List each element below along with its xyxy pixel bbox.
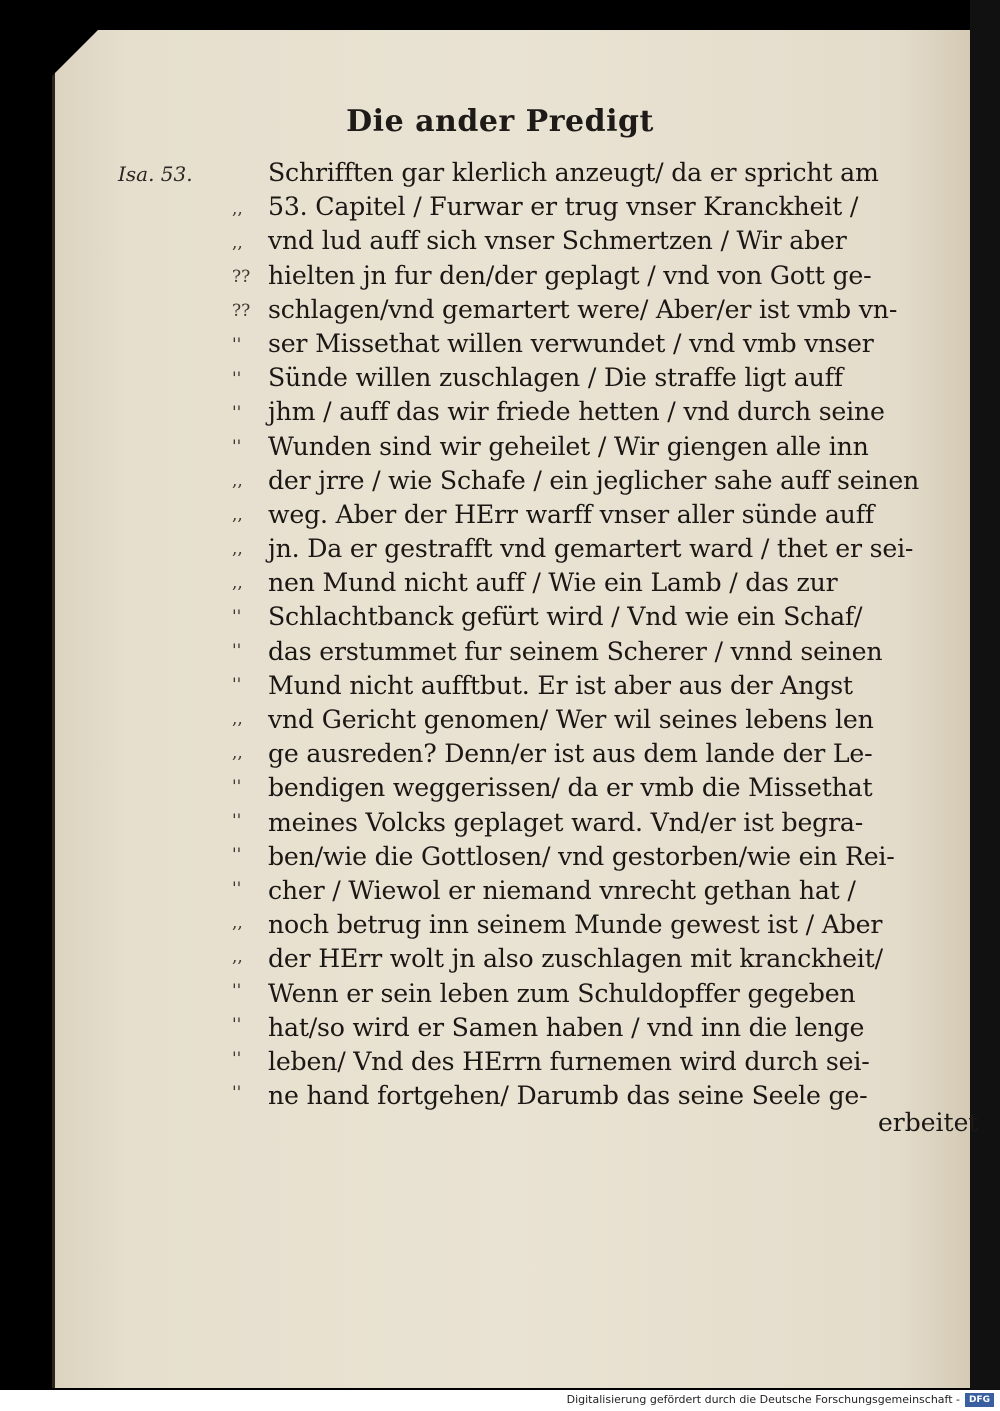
text-line: das erstummet fur seinem Scherer / vnnd seinen bbox=[268, 636, 883, 666]
text-line: vnd lud auff sich vnser Schmertzen / Wir aber bbox=[268, 226, 847, 256]
dfg-logo-icon: DFG bbox=[965, 1393, 994, 1407]
quotation-mark: '' bbox=[232, 1015, 242, 1035]
text-line: bendigen weggerissen/ da er vmb die Missethat bbox=[268, 773, 873, 803]
quotation-mark: '' bbox=[232, 1083, 242, 1103]
text-line: 53. Capitel / Furwar er trug vnser Kranckheit / bbox=[268, 192, 859, 222]
quotation-mark: ,, bbox=[232, 709, 243, 729]
quotation-mark: '' bbox=[232, 845, 242, 865]
quotation-mark: ?? bbox=[232, 267, 251, 287]
text-line: Sünde willen zuschlagen / Die straffe ligt auff bbox=[268, 363, 843, 393]
quotation-mark: ,, bbox=[232, 233, 243, 253]
quotation-mark: ,, bbox=[232, 471, 243, 491]
quotation-mark: '' bbox=[232, 641, 242, 661]
quotation-mark: ,, bbox=[232, 573, 243, 593]
quotation-mark-column bbox=[232, 192, 264, 1110]
quotation-mark: '' bbox=[232, 981, 242, 1001]
quotation-mark: '' bbox=[232, 437, 242, 457]
quotation-mark: '' bbox=[232, 879, 242, 899]
text-line: schlagen/vnd gemartert were/ Aber/er ist vmb vn- bbox=[268, 294, 898, 324]
text-line: der HErr wolt jn also zuschlagen mit kranckheit/ bbox=[268, 944, 883, 974]
catchword: erbeitet bbox=[878, 1108, 979, 1137]
quotation-mark: ,, bbox=[232, 913, 243, 933]
body-text bbox=[268, 156, 968, 1113]
text-line: Wenn er sein leben zum Schuldopffer gegeben bbox=[268, 978, 856, 1008]
quotation-mark: '' bbox=[232, 403, 242, 423]
text-line: cher / Wiewol er niemand vnrecht gethan hat / bbox=[268, 875, 856, 905]
quotation-mark: ,, bbox=[232, 505, 243, 525]
quotation-mark: '' bbox=[232, 777, 242, 797]
page-corner-fold bbox=[52, 30, 98, 76]
text-line: ge ausreden? Denn/er ist aus dem lande der Le- bbox=[268, 739, 873, 769]
text-line: ben/wie die Gottlosen/ vnd gestorben/wie ein Rei- bbox=[268, 841, 895, 871]
text-line: ser Missethat willen verwundet / vnd vmb vnser bbox=[268, 328, 874, 358]
text-line: meines Volcks geplaget ward. Vnd/er ist begra- bbox=[268, 807, 864, 837]
quotation-mark: ,, bbox=[232, 743, 243, 763]
quotation-mark: ,, bbox=[232, 947, 243, 967]
text-line: hat/so wird er Samen haben / vnd inn die lenge bbox=[268, 1012, 865, 1042]
text-line: hielten jn fur den/der geplagt / vnd von Gott ge- bbox=[268, 260, 872, 290]
text-line: noch betrug inn seinem Munde gewest ist / Aber bbox=[268, 910, 883, 940]
text-line: vnd Gericht genomen/ Wer wil seines lebens len bbox=[268, 705, 874, 734]
quotation-mark: ?? bbox=[232, 301, 251, 321]
text-line: jhm / auff das wir friede hetten / vnd durch seine bbox=[268, 397, 885, 427]
text-line: Mund nicht aufftbut. Er ist aber aus der Angst bbox=[268, 670, 853, 700]
quotation-mark: '' bbox=[232, 675, 242, 695]
text-line: Wunden sind wir geheilet / Wir giengen alle inn bbox=[268, 431, 869, 461]
text-line: leben/ Vnd des HErrn furnemen wird durch sei- bbox=[268, 1046, 870, 1076]
text-line: ne hand fortgehen/ Darumb das seine Seele ge- bbox=[268, 1081, 868, 1111]
text-line: weg. Aber der HErr warff vnser aller sünde auff bbox=[268, 499, 874, 529]
quotation-mark: '' bbox=[232, 607, 242, 627]
text-line: der jrre / wie Schafe / ein jeglicher sahe auff seinen bbox=[268, 465, 920, 495]
quotation-mark: '' bbox=[232, 369, 242, 389]
page-gutter-shadow bbox=[970, 0, 1000, 1390]
text-line: Schlachtbanck gefürt wird / Vnd wie ein Schaf/ bbox=[268, 602, 863, 632]
quotation-mark: '' bbox=[232, 1049, 242, 1069]
text-line: jn. Da er gestrafft vnd gemartert ward / thet er sei- bbox=[268, 534, 914, 564]
quotation-mark: ,, bbox=[232, 199, 243, 219]
quotation-mark: ,, bbox=[232, 539, 243, 559]
quotation-mark: '' bbox=[232, 811, 242, 831]
quotation-mark: '' bbox=[232, 335, 242, 355]
text-line: nen Mund nicht auff / Wie ein Lamb / das zur bbox=[268, 568, 838, 598]
footer-credit: Digitalisierung gefördert durch die Deutsche Forschungsgemeinschaft - bbox=[566, 1393, 960, 1406]
text-line: Schrifften gar klerlich anzeugt/ da er spricht am bbox=[268, 158, 879, 187]
running-head: Die ander Predigt bbox=[346, 104, 654, 139]
footer-bar bbox=[0, 1390, 1000, 1411]
margin-reference: Isa. 53. bbox=[118, 162, 193, 186]
